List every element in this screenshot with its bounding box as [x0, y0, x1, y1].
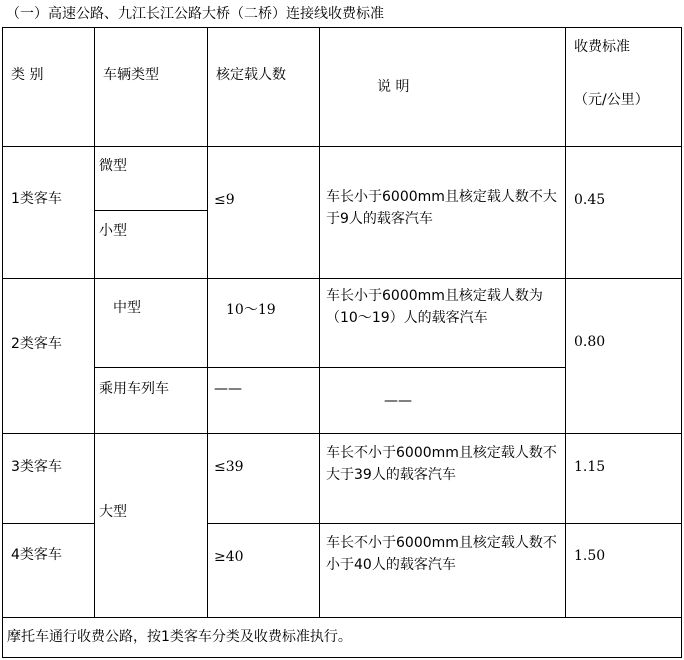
class4-fee	[566, 524, 682, 618]
class3-description	[320, 434, 566, 524]
header-row	[3, 28, 682, 147]
class3-description-text: 车长不小于6000mm且核定载人数不大于39人的载客汽车	[326, 445, 557, 483]
class2-type-rv-label: 乘用车列车	[99, 381, 169, 397]
header-fee-label: 收费标准	[574, 39, 630, 55]
document-title: （一）高速公路、九江长江公路大桥（二桥）连接线收费标准	[6, 6, 384, 22]
header-vehicle-type	[95, 28, 208, 147]
footnote-cell	[3, 618, 682, 658]
class4-category	[3, 524, 95, 618]
type-large-label: 大型	[99, 504, 127, 520]
table-row	[3, 434, 682, 524]
class1-fee-value: 0.45	[574, 192, 606, 208]
class4-category-label: 4类客车	[11, 547, 62, 563]
header-vehicle-type-label: 车辆类型	[103, 67, 159, 83]
class1-capacity-value: ≤9	[214, 192, 235, 208]
header-fee-unit: （元/公里）	[574, 92, 649, 108]
class2-capacity-medium-value: 10～19	[226, 302, 276, 318]
class4-capacity	[208, 524, 320, 618]
toll-fee-table	[2, 27, 682, 658]
class1-type-micro	[95, 147, 208, 211]
class1-fee	[566, 147, 682, 279]
type-large	[95, 434, 208, 618]
class3-category-label: 3类客车	[11, 459, 62, 475]
header-capacity-label: 核定载人数	[216, 67, 286, 83]
header-description	[320, 28, 566, 147]
class2-category-label: 2类客车	[11, 336, 62, 352]
class4-description-text: 车长不小于6000mm且核定载人数不小于40人的载客汽车	[326, 535, 557, 573]
header-category-label: 类 别	[11, 67, 44, 83]
class4-capacity-value: ≥40	[214, 549, 244, 565]
footnote-row	[3, 618, 682, 658]
header-fee	[566, 28, 682, 147]
class3-capacity-value: ≤39	[214, 459, 244, 475]
class4-description	[320, 524, 566, 618]
class3-category	[3, 434, 95, 524]
class1-type-micro-label: 微型	[99, 158, 127, 174]
class4-fee-value: 1.50	[574, 548, 606, 564]
class3-fee-value: 1.15	[574, 459, 606, 475]
table-row	[3, 279, 682, 368]
class1-category	[3, 147, 95, 279]
class1-type-small-label: 小型	[99, 223, 127, 239]
class2-capacity-rv-value: ——	[214, 381, 242, 397]
header-capacity	[208, 28, 320, 147]
class2-type-rv	[95, 368, 208, 434]
class2-type-medium-label: 中型	[113, 300, 141, 316]
class3-capacity	[208, 434, 320, 524]
class2-description-rv	[320, 368, 566, 434]
class2-fee-value: 0.80	[574, 334, 606, 350]
class2-fee	[566, 279, 682, 434]
class2-capacity-medium	[208, 279, 320, 368]
header-category	[3, 28, 95, 147]
class1-category-label: 1类客车	[11, 191, 62, 207]
class3-fee	[566, 434, 682, 524]
class1-description-text: 车长小于6000mm且核定载人数不大于9人的载客汽车	[326, 189, 557, 227]
class2-description-medium	[320, 279, 566, 368]
class2-description-rv-text: ——	[384, 393, 412, 409]
class2-capacity-rv	[208, 368, 320, 434]
class1-description	[320, 147, 566, 279]
class1-capacity	[208, 147, 320, 279]
table-row	[3, 147, 682, 211]
class2-category	[3, 279, 95, 434]
footnote-text: 摩托车通行收费公路，按1类客车分类及收费标准执行。	[7, 629, 352, 645]
class1-type-small	[95, 211, 208, 279]
class2-type-medium	[95, 279, 208, 368]
header-description-label: 说 明	[377, 79, 410, 95]
class2-description-medium-text: 车长小于6000mm且核定载人数为（10～19）人的载客汽车	[326, 288, 543, 326]
